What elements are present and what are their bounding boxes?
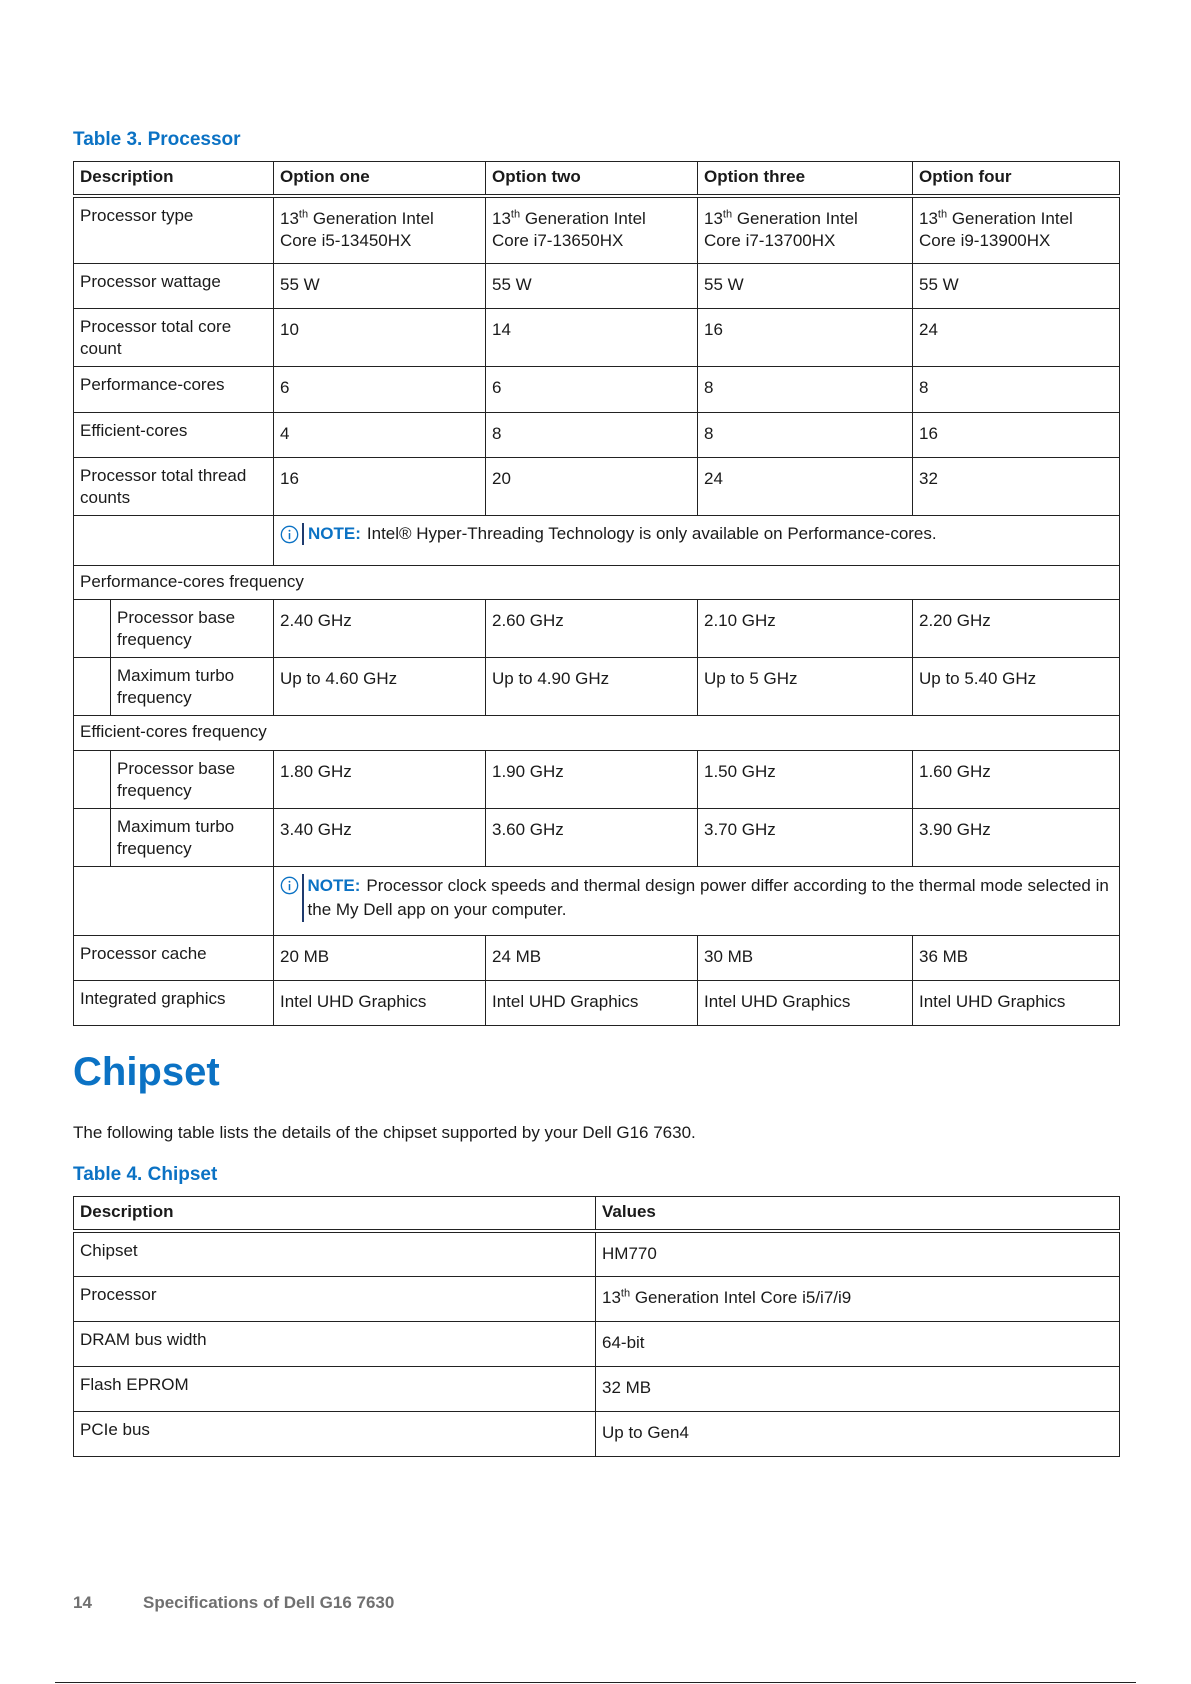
info-icon: [280, 876, 299, 895]
cell-value: 16: [274, 457, 486, 515]
table-header-row: [74, 162, 1120, 197]
table-row: [74, 366, 1120, 412]
row-label: Processor cache: [74, 935, 274, 980]
table-row: [74, 657, 1120, 715]
cell-value: 2.10 GHz: [698, 599, 913, 657]
group-heading-row: [74, 715, 1120, 750]
cell-value: 20 MB: [274, 935, 486, 980]
header-option-two: Option two: [486, 162, 698, 197]
indent-cell: [74, 599, 111, 657]
group-heading: Performance-cores frequency: [74, 565, 1120, 599]
processor-table: [73, 161, 1120, 1026]
table-row: [74, 1366, 1120, 1411]
indent-cell: [74, 750, 111, 808]
group-heading: Efficient-cores frequency: [74, 715, 1120, 750]
cell-value: 55 W: [913, 263, 1120, 308]
table-row: [74, 1231, 1120, 1276]
info-icon: [280, 525, 299, 544]
row-label: Processor type: [74, 196, 274, 263]
row-label: PCIe bus: [74, 1411, 596, 1456]
note-label: NOTE:: [307, 875, 361, 895]
note-hyperthreading: [274, 515, 1120, 565]
table-row: [74, 1321, 1120, 1366]
cell-value: HM770: [596, 1231, 1120, 1276]
note-label: NOTE:: [308, 523, 361, 543]
row-label: Flash EPROM: [74, 1366, 596, 1411]
header-option-one: Option one: [274, 162, 486, 197]
cell-value: 55 W: [486, 263, 698, 308]
chipset-heading: Chipset: [73, 1050, 220, 1094]
table-row: [74, 935, 1120, 980]
cell-value: 1.60 GHz: [913, 750, 1120, 808]
table-row: [74, 1276, 1120, 1321]
table3-caption: Table 3. Processor: [73, 129, 241, 150]
cell-value: 1.50 GHz: [698, 750, 913, 808]
cell-value: 8: [913, 366, 1120, 412]
row-label: Maximum turbo frequency: [111, 657, 274, 715]
table-row: [74, 750, 1120, 808]
processor-type-option-three: 13th Generation Intel Core i7-13700HX: [698, 196, 913, 263]
cell-value: Up to 5 GHz: [698, 657, 913, 715]
table-row: [74, 599, 1120, 657]
table-row: [74, 457, 1120, 515]
row-label: Chipset: [74, 1231, 596, 1276]
cell-value: 30 MB: [698, 935, 913, 980]
cell-value: 55 W: [274, 263, 486, 308]
cell-value: Up to 4.90 GHz: [486, 657, 698, 715]
page-number: 14: [73, 1593, 92, 1612]
cell-value: 13th Generation Intel Core i5/i7/i9: [596, 1276, 1120, 1321]
note-text: Intel® Hyper-Threading Technology is only available on Performance-cores.: [366, 523, 937, 543]
note-clock-speeds: [274, 866, 1120, 935]
note-divider: [302, 523, 304, 545]
cell-value: 20: [486, 457, 698, 515]
indent-cell: [74, 657, 111, 715]
header-description: Description: [74, 1197, 596, 1232]
cell-value: 3.40 GHz: [274, 808, 486, 866]
table-row: [74, 196, 1120, 263]
row-label: Processor base frequency: [111, 599, 274, 657]
cell-value: Intel UHD Graphics: [274, 980, 486, 1025]
cell-value: 32 MB: [596, 1366, 1120, 1411]
cell-value: 16: [913, 412, 1120, 457]
cell-value: Up to Gen4: [596, 1411, 1120, 1456]
processor-type-option-one: 13th Generation Intel Core i5-13450HX: [274, 196, 486, 263]
note-row: [74, 866, 1120, 935]
table-row: [74, 263, 1120, 308]
footer-divider: [55, 1682, 1136, 1683]
table-row: [74, 1411, 1120, 1456]
cell-value: 24: [698, 457, 913, 515]
cell-value: 16: [698, 308, 913, 366]
cell-value: 6: [486, 366, 698, 412]
header-option-three: Option three: [698, 162, 913, 197]
indent-cell: [74, 808, 111, 866]
note-text: Processor clock speeds and thermal design power differ according to the thermal mode selected in the My Dell app on your computer.: [307, 875, 1109, 919]
row-label: Performance-cores: [74, 366, 274, 412]
row-label: Maximum turbo frequency: [111, 808, 274, 866]
cell-value: 1.80 GHz: [274, 750, 486, 808]
cell-value: 4: [274, 412, 486, 457]
row-label: Integrated graphics: [74, 980, 274, 1025]
row-label: Processor base frequency: [111, 750, 274, 808]
cell-value: 8: [698, 366, 913, 412]
page-footer: [73, 1593, 394, 1613]
cell-value: Intel UHD Graphics: [913, 980, 1120, 1025]
cell-value: Intel UHD Graphics: [486, 980, 698, 1025]
cell-value: 24: [913, 308, 1120, 366]
table-header-row: [74, 1197, 1120, 1232]
cell-value: 3.70 GHz: [698, 808, 913, 866]
header-option-four: Option four: [913, 162, 1120, 197]
cell-value: Intel UHD Graphics: [698, 980, 913, 1025]
header-description: Description: [74, 162, 274, 197]
cell-value: 14: [486, 308, 698, 366]
table-row: [74, 808, 1120, 866]
row-label: Processor wattage: [74, 263, 274, 308]
note-divider: [302, 874, 304, 922]
cell-value: 6: [274, 366, 486, 412]
row-label: Processor: [74, 1276, 596, 1321]
empty-cell: [74, 515, 274, 565]
table-row: [74, 412, 1120, 457]
chipset-table: [73, 1196, 1120, 1457]
cell-value: 8: [486, 412, 698, 457]
cell-value: 10: [274, 308, 486, 366]
row-label: Processor total thread counts: [74, 457, 274, 515]
table-row: [74, 980, 1120, 1025]
note-row: [74, 515, 1120, 565]
group-heading-row: [74, 565, 1120, 599]
table-row: [74, 308, 1120, 366]
cell-value: 32: [913, 457, 1120, 515]
row-label: Efficient-cores: [74, 412, 274, 457]
cell-value: 2.60 GHz: [486, 599, 698, 657]
empty-cell: [74, 866, 274, 935]
cell-value: 3.90 GHz: [913, 808, 1120, 866]
processor-type-option-two: 13th Generation Intel Core i7-13650HX: [486, 196, 698, 263]
cell-value: 64-bit: [596, 1321, 1120, 1366]
cell-value: 8: [698, 412, 913, 457]
cell-value: 55 W: [698, 263, 913, 308]
chipset-intro: The following table lists the details of the chipset supported by your Dell G16 7630.: [73, 1123, 696, 1142]
cell-value: 3.60 GHz: [486, 808, 698, 866]
processor-type-option-four: 13th Generation Intel Core i9-13900HX: [913, 196, 1120, 263]
cell-value: 2.20 GHz: [913, 599, 1120, 657]
footer-title: Specifications of Dell G16 7630: [143, 1593, 395, 1612]
cell-value: 2.40 GHz: [274, 599, 486, 657]
cell-value: 1.90 GHz: [486, 750, 698, 808]
table4-caption: Table 4. Chipset: [73, 1164, 218, 1185]
cell-value: 36 MB: [913, 935, 1120, 980]
header-values: Values: [596, 1197, 1120, 1232]
row-label: DRAM bus width: [74, 1321, 596, 1366]
row-label: Processor total core count: [74, 308, 274, 366]
cell-value: 24 MB: [486, 935, 698, 980]
cell-value: Up to 4.60 GHz: [274, 657, 486, 715]
cell-value: Up to 5.40 GHz: [913, 657, 1120, 715]
